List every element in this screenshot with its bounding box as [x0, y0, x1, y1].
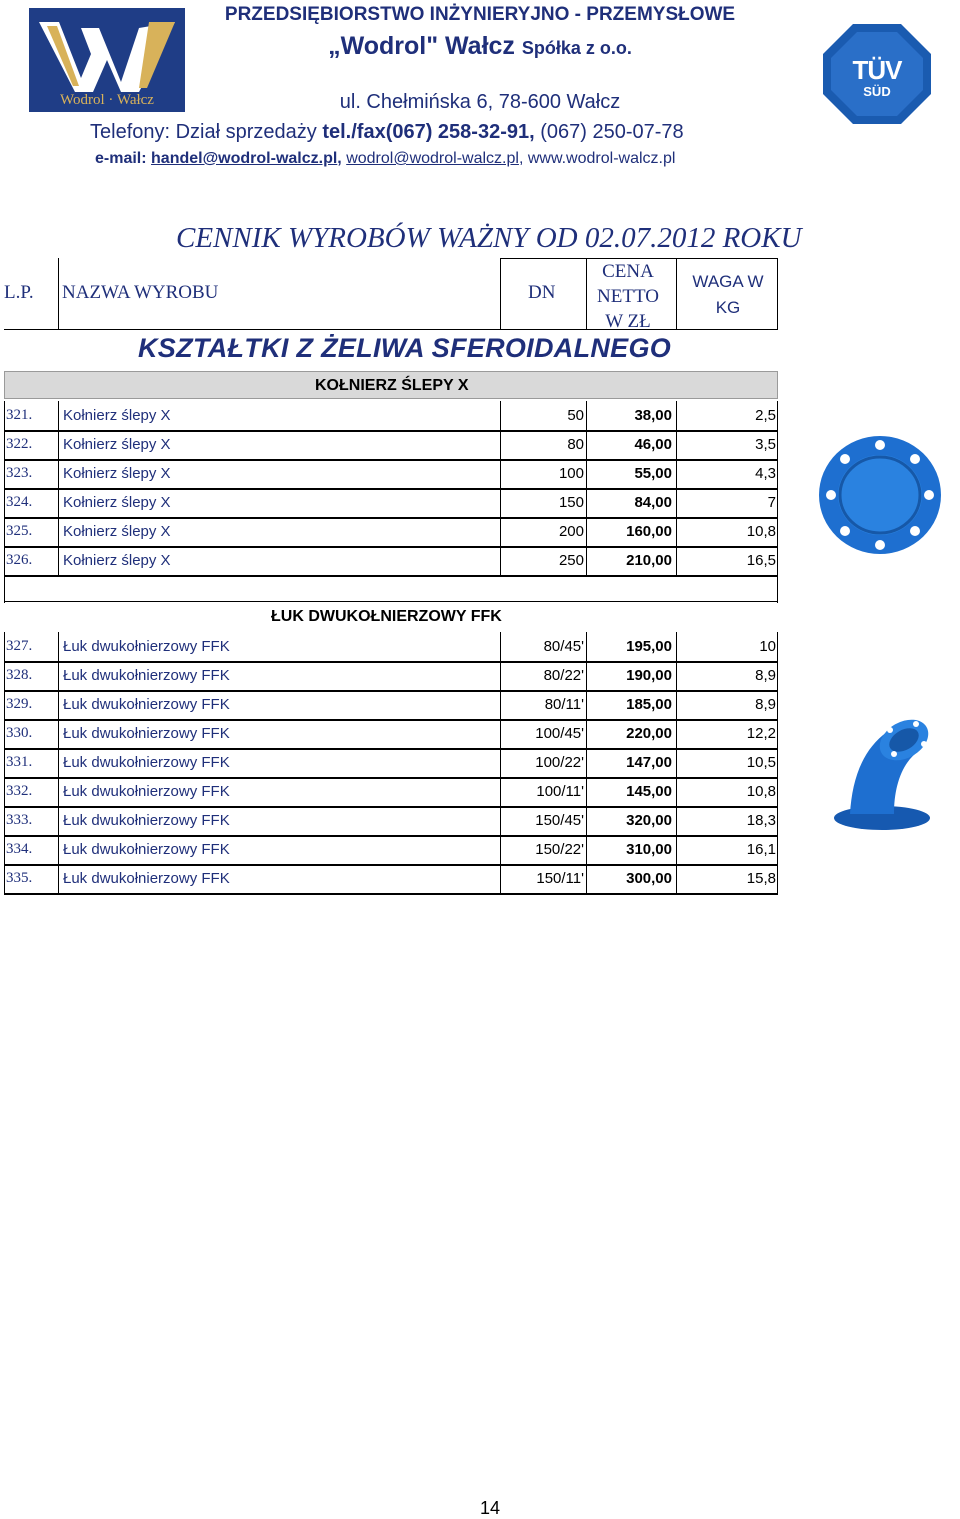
company-name-suffix: Spółka z o.o.	[521, 38, 632, 58]
row-name: Łuk dwukołnierzowy FFK	[63, 870, 230, 887]
row-price: 46,00	[634, 436, 672, 453]
row-dn: 100	[558, 465, 584, 482]
cell-border	[777, 488, 778, 518]
table-row	[4, 748, 778, 777]
table-row	[4, 864, 778, 893]
row-dn: 80/11'	[544, 696, 584, 713]
row-name: Łuk dwukołnierzowy FFK	[63, 841, 230, 858]
table-row	[4, 488, 778, 517]
cell-border	[58, 661, 59, 691]
row-dn: 80/22'	[543, 667, 584, 684]
row-price: 55,00	[634, 465, 672, 482]
table-row	[4, 835, 778, 864]
row-name: Kołnierz ślepy X	[63, 436, 171, 453]
column-header-price-line: CENA	[602, 261, 654, 282]
row-name: Łuk dwukołnierzowy FFK	[63, 783, 230, 800]
row-price: 190,00	[626, 667, 672, 684]
cell-border	[58, 806, 59, 836]
row-price: 84,00	[634, 494, 672, 511]
company-contact	[95, 150, 755, 168]
cell-border	[676, 488, 677, 518]
column-header-lp: L.P.	[4, 282, 34, 303]
tuv-certificate-logo	[821, 22, 933, 126]
row-name: Kołnierz ślepy X	[63, 494, 171, 511]
cell-border	[586, 806, 587, 836]
row-name: Łuk dwukołnierzowy FFK	[63, 725, 230, 742]
cell-border	[500, 430, 501, 460]
cell-border	[777, 632, 778, 662]
table-row	[4, 719, 778, 748]
cell-border	[4, 835, 5, 865]
row-price: 145,00	[626, 783, 672, 800]
row-dn: 250	[558, 552, 584, 569]
company-type: PRZEDSIĘBIORSTWO INŻYNIERYJNO - PRZEMYSŁOWE	[224, 4, 736, 25]
header-divider	[586, 258, 587, 330]
cell-border	[586, 777, 587, 807]
cell-border	[586, 459, 587, 489]
cell-border	[586, 719, 587, 749]
row-price: 185,00	[626, 696, 672, 713]
row-lp: 331.	[6, 754, 33, 770]
cell-border	[500, 719, 501, 749]
row-dn: 200	[558, 523, 584, 540]
row-price: 38,00	[634, 407, 672, 424]
cell-border	[676, 748, 677, 778]
header-divider	[58, 258, 59, 330]
row-weight: 8,9	[755, 696, 776, 713]
group-label: ŁUK DWUKOŁNIERZOWY FFK	[271, 608, 502, 625]
row-dn: 80/45'	[543, 638, 584, 655]
row-lp: 334.	[6, 841, 33, 857]
header-divider	[676, 258, 677, 330]
cell-border	[500, 690, 501, 720]
row-name: Łuk dwukołnierzowy FFK	[63, 812, 230, 829]
cell-border	[676, 459, 677, 489]
row-weight: 3,5	[755, 436, 776, 453]
row-lp: 333.	[6, 812, 33, 828]
row-dn: 150/11'	[536, 870, 584, 887]
header-divider	[777, 258, 778, 330]
company-logo	[29, 8, 185, 112]
cell-border	[777, 661, 778, 691]
row-dn: 150/45'	[535, 812, 584, 829]
row-lp: 321.	[6, 407, 33, 423]
flange-bend-image	[832, 710, 932, 835]
cell-border	[500, 777, 501, 807]
cell-border	[586, 430, 587, 460]
cell-border	[676, 864, 677, 894]
row-weight: 2,5	[755, 407, 776, 424]
row-price: 320,00	[626, 812, 672, 829]
cell-border	[58, 517, 59, 547]
cell-border	[4, 893, 778, 895]
cell-border	[777, 546, 778, 576]
group-divider	[4, 573, 5, 603]
table-row	[4, 517, 778, 546]
cell-border	[586, 748, 587, 778]
row-price: 310,00	[626, 841, 672, 858]
email-link-sales[interactable]: handel@wodrol-walcz.pl	[151, 150, 338, 167]
row-name: Łuk dwukołnierzowy FFK	[63, 696, 230, 713]
logo-text: Wodrol · Wałcz	[60, 92, 154, 108]
blind-flange-icon	[815, 432, 945, 558]
phones-main: tel./fax(067) 258-32-91,	[322, 121, 535, 143]
cell-border	[58, 719, 59, 749]
cell-border	[586, 690, 587, 720]
cell-border	[4, 806, 5, 836]
cell-border	[500, 661, 501, 691]
cell-border	[500, 835, 501, 865]
row-price: 220,00	[626, 725, 672, 742]
group-divider	[4, 601, 778, 602]
cell-border	[58, 864, 59, 894]
cell-border	[4, 546, 5, 576]
cell-border	[4, 517, 5, 547]
row-lp: 332.	[6, 783, 33, 799]
row-weight: 16,1	[746, 841, 776, 858]
group-divider	[777, 573, 778, 603]
cell-border	[500, 806, 501, 836]
row-name: Łuk dwukołnierzowy FFK	[63, 667, 230, 684]
table-row	[4, 430, 778, 459]
row-weight: 7	[767, 494, 776, 511]
row-name: Kołnierz ślepy X	[63, 552, 171, 569]
cell-border	[58, 459, 59, 489]
cell-border	[586, 546, 587, 576]
cell-border	[777, 748, 778, 778]
row-weight: 10	[759, 638, 776, 655]
cell-border	[777, 835, 778, 865]
cell-border	[586, 488, 587, 518]
cell-border	[4, 661, 5, 691]
phones-prefix: Telefony: Dział sprzedaży	[90, 121, 323, 143]
tuv-sub-text: SÜD	[863, 84, 891, 99]
row-price: 300,00	[626, 870, 672, 887]
cell-border	[500, 632, 501, 662]
row-price: 160,00	[626, 523, 672, 540]
cell-border	[58, 690, 59, 720]
cell-border	[58, 835, 59, 865]
cell-border	[4, 690, 5, 720]
row-name: Kołnierz ślepy X	[63, 407, 171, 424]
cell-border	[58, 488, 59, 518]
table-row	[4, 632, 778, 661]
company-name-main: „Wodrol" Wałcz	[328, 32, 515, 60]
row-lp: 322.	[6, 436, 33, 452]
cell-border	[586, 835, 587, 865]
cell-border	[676, 632, 677, 662]
blind-flange-image	[815, 432, 945, 563]
cell-border	[4, 748, 5, 778]
cell-border	[586, 517, 587, 547]
cell-border	[500, 488, 501, 518]
cell-border	[777, 777, 778, 807]
cell-border	[586, 661, 587, 691]
cell-border	[58, 546, 59, 576]
row-weight: 18,3	[746, 812, 776, 829]
row-dn: 150	[558, 494, 584, 511]
column-header-weight	[680, 269, 776, 321]
cell-border	[676, 690, 677, 720]
cell-border	[4, 401, 5, 431]
cell-border	[58, 777, 59, 807]
row-weight: 15,8	[746, 870, 776, 887]
column-header-price	[588, 259, 668, 334]
cell-border	[676, 661, 677, 691]
cell-border	[777, 459, 778, 489]
cell-border	[4, 430, 5, 460]
row-name: Łuk dwukołnierzowy FFK	[63, 638, 230, 655]
cell-border	[777, 864, 778, 894]
cell-border	[58, 632, 59, 662]
cell-border	[4, 864, 5, 894]
cell-border	[676, 546, 677, 576]
cell-border	[500, 459, 501, 489]
column-header-weight-line: WAGA W	[692, 272, 764, 291]
row-lp: 329.	[6, 696, 33, 712]
table-row	[4, 459, 778, 488]
row-name: Kołnierz ślepy X	[63, 523, 171, 540]
cell-border	[676, 517, 677, 547]
row-lp: 335.	[6, 870, 33, 886]
cell-border	[500, 517, 501, 547]
cell-border	[676, 835, 677, 865]
row-dn: 100/11'	[536, 783, 584, 800]
row-weight: 12,2	[746, 725, 776, 742]
section-title: KSZTAŁTKI Z ŻELIWA SFEROIDALNEGO	[138, 333, 672, 363]
column-header-weight-line: KG	[715, 298, 741, 317]
row-lp: 325.	[6, 523, 33, 539]
email-separator: ,	[337, 150, 347, 167]
row-lp: 327.	[6, 638, 33, 654]
page-number: 14	[480, 1498, 501, 1518]
cell-border	[586, 864, 587, 894]
row-lp: 328.	[6, 667, 33, 683]
header-divider	[500, 258, 501, 330]
row-lp: 330.	[6, 725, 33, 741]
row-lp: 323.	[6, 465, 33, 481]
row-weight: 8,9	[755, 667, 776, 684]
row-weight: 4,3	[755, 465, 776, 482]
phones-secondary: (067) 250-07-78	[534, 121, 684, 143]
cell-border	[586, 632, 587, 662]
company-address: ul. Chełmińska 6, 78-600 Wałcz	[339, 91, 621, 113]
cell-border	[500, 748, 501, 778]
row-price: 195,00	[626, 638, 672, 655]
table-row	[4, 690, 778, 719]
row-name: Łuk dwukołnierzowy FFK	[63, 754, 230, 771]
row-weight: 16,5	[746, 552, 776, 569]
cell-border	[58, 748, 59, 778]
cell-border	[777, 401, 778, 431]
row-weight: 10,8	[746, 783, 776, 800]
email-link-office[interactable]: wodrol@wodrol-walcz.pl	[346, 150, 519, 167]
row-dn: 50	[567, 407, 584, 424]
row-name: Kołnierz ślepy X	[63, 465, 171, 482]
cell-border	[4, 459, 5, 489]
row-price: 147,00	[626, 754, 672, 771]
company-name	[200, 32, 760, 61]
cell-border	[777, 517, 778, 547]
group-label: KOŁNIERZ ŚLEPY X	[315, 377, 469, 394]
table-row	[4, 777, 778, 806]
row-price: 210,00	[626, 552, 672, 569]
row-dn: 100/22'	[535, 754, 584, 771]
cell-border	[4, 719, 5, 749]
table-row	[4, 806, 778, 835]
column-header-price-line: NETTO	[597, 286, 659, 307]
table-row	[4, 546, 778, 575]
cell-border	[676, 806, 677, 836]
row-lp: 326.	[6, 552, 33, 568]
column-header-dn: DN	[528, 282, 556, 303]
email-label: e-mail:	[95, 150, 152, 167]
cell-border	[58, 401, 59, 431]
table-row	[4, 401, 778, 430]
cell-border	[676, 430, 677, 460]
cell-border	[500, 864, 501, 894]
row-dn: 150/22'	[535, 841, 584, 858]
row-weight: 10,8	[746, 523, 776, 540]
table-row	[4, 661, 778, 690]
row-dn: 80	[567, 436, 584, 453]
column-header-name: NAZWA WYROBU	[62, 282, 219, 303]
website-text: , www.wodrol-walcz.pl	[518, 150, 676, 167]
cell-border	[676, 719, 677, 749]
column-header-price-line: W ZŁ	[605, 311, 651, 332]
cell-border	[4, 777, 5, 807]
company-phones	[90, 121, 750, 144]
cell-border	[4, 575, 778, 577]
cell-border	[676, 401, 677, 431]
cell-border	[777, 806, 778, 836]
cell-border	[777, 430, 778, 460]
row-lp: 324.	[6, 494, 33, 510]
row-weight: 10,5	[746, 754, 776, 771]
cell-border	[500, 401, 501, 431]
cell-border	[777, 719, 778, 749]
cell-border	[500, 546, 501, 576]
cell-border	[4, 488, 5, 518]
cell-border	[58, 430, 59, 460]
price-list-title: CENNIK WYROBÓW WAŻNY OD 02.07.2012 ROKU	[176, 222, 802, 254]
row-dn: 100/45'	[535, 725, 584, 742]
flange-bend-icon	[832, 710, 932, 830]
cell-border	[777, 690, 778, 720]
cell-border	[586, 401, 587, 431]
cell-border	[676, 777, 677, 807]
tuv-text: TÜV	[852, 55, 902, 85]
cell-border	[4, 632, 5, 662]
